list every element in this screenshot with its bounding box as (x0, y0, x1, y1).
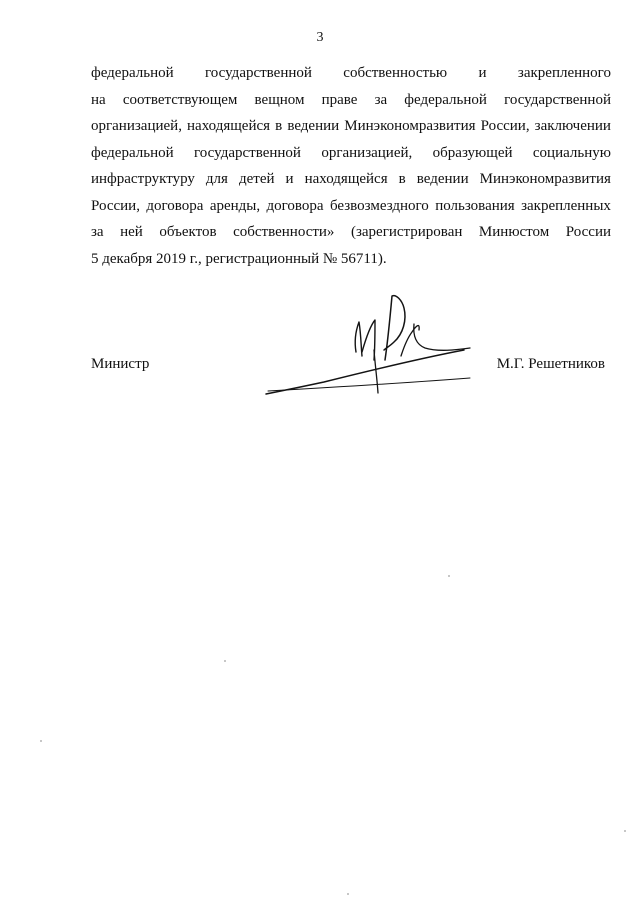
handwritten-signature-icon (262, 290, 477, 402)
word: за (374, 91, 388, 108)
word: государственной (504, 91, 611, 108)
word: федеральной (404, 91, 487, 108)
text-line (91, 87, 611, 114)
word: ней (120, 224, 143, 240)
word: пользования (435, 197, 515, 214)
text-line (91, 193, 611, 220)
text-line (91, 140, 611, 167)
word: России, (480, 118, 530, 134)
word: находящейся (304, 171, 388, 187)
word: (зарегистрирован (350, 224, 463, 240)
word: договора (266, 197, 324, 214)
word: Минэкономразвития (344, 118, 476, 134)
word: России (565, 224, 611, 240)
word: закрепленных (521, 197, 611, 214)
word: ведении (416, 171, 469, 187)
word: находящейся (187, 118, 271, 134)
word: инфраструктуру (91, 171, 195, 187)
word: в (398, 171, 406, 187)
word: организацией, (321, 144, 413, 161)
word: собственностью (343, 65, 448, 81)
word: заключении (534, 118, 611, 134)
word: государственной (194, 144, 301, 161)
scan-speck (347, 893, 349, 895)
text-line (91, 60, 611, 87)
page-number: 3 (316, 30, 324, 45)
signatory-position: Министр (91, 356, 150, 372)
word: образующей (432, 144, 513, 161)
word: праве (321, 91, 358, 108)
scan-speck (624, 830, 626, 832)
word: для (205, 171, 228, 187)
word: социальную (532, 144, 611, 161)
word: федеральной (91, 144, 174, 161)
word: объектов (159, 224, 217, 240)
word: Минэкономразвития (479, 171, 611, 187)
word: на (91, 91, 106, 108)
word: и (478, 65, 487, 81)
text-line (91, 113, 611, 140)
word: России, (91, 197, 140, 214)
text-line (91, 219, 611, 246)
word: организацией, (91, 118, 182, 134)
word: в (275, 118, 283, 134)
word: договора (146, 197, 204, 214)
word: закрепленного (517, 65, 611, 81)
body-paragraph (91, 60, 611, 272)
scan-speck (40, 740, 42, 742)
word: ведении (287, 118, 340, 134)
scan-speck (448, 575, 450, 577)
signatory-name: М.Г. Решетников (496, 356, 605, 372)
word: федеральной (91, 65, 174, 81)
word: собственности» (233, 224, 335, 240)
word: аренды, (209, 197, 261, 214)
word: Минюстом (478, 224, 550, 240)
word: государственной (205, 65, 312, 81)
word: безвозмездного (329, 197, 429, 214)
word: за (91, 224, 104, 240)
word: вещном (254, 91, 305, 108)
scan-speck (224, 660, 226, 662)
word: детей (238, 171, 275, 187)
word: и (285, 171, 294, 187)
word: соответствующем (122, 91, 238, 108)
text-line (91, 166, 611, 193)
text-line-last: 5 декабря 2019 г., регистрационный № 56711). (91, 250, 387, 267)
